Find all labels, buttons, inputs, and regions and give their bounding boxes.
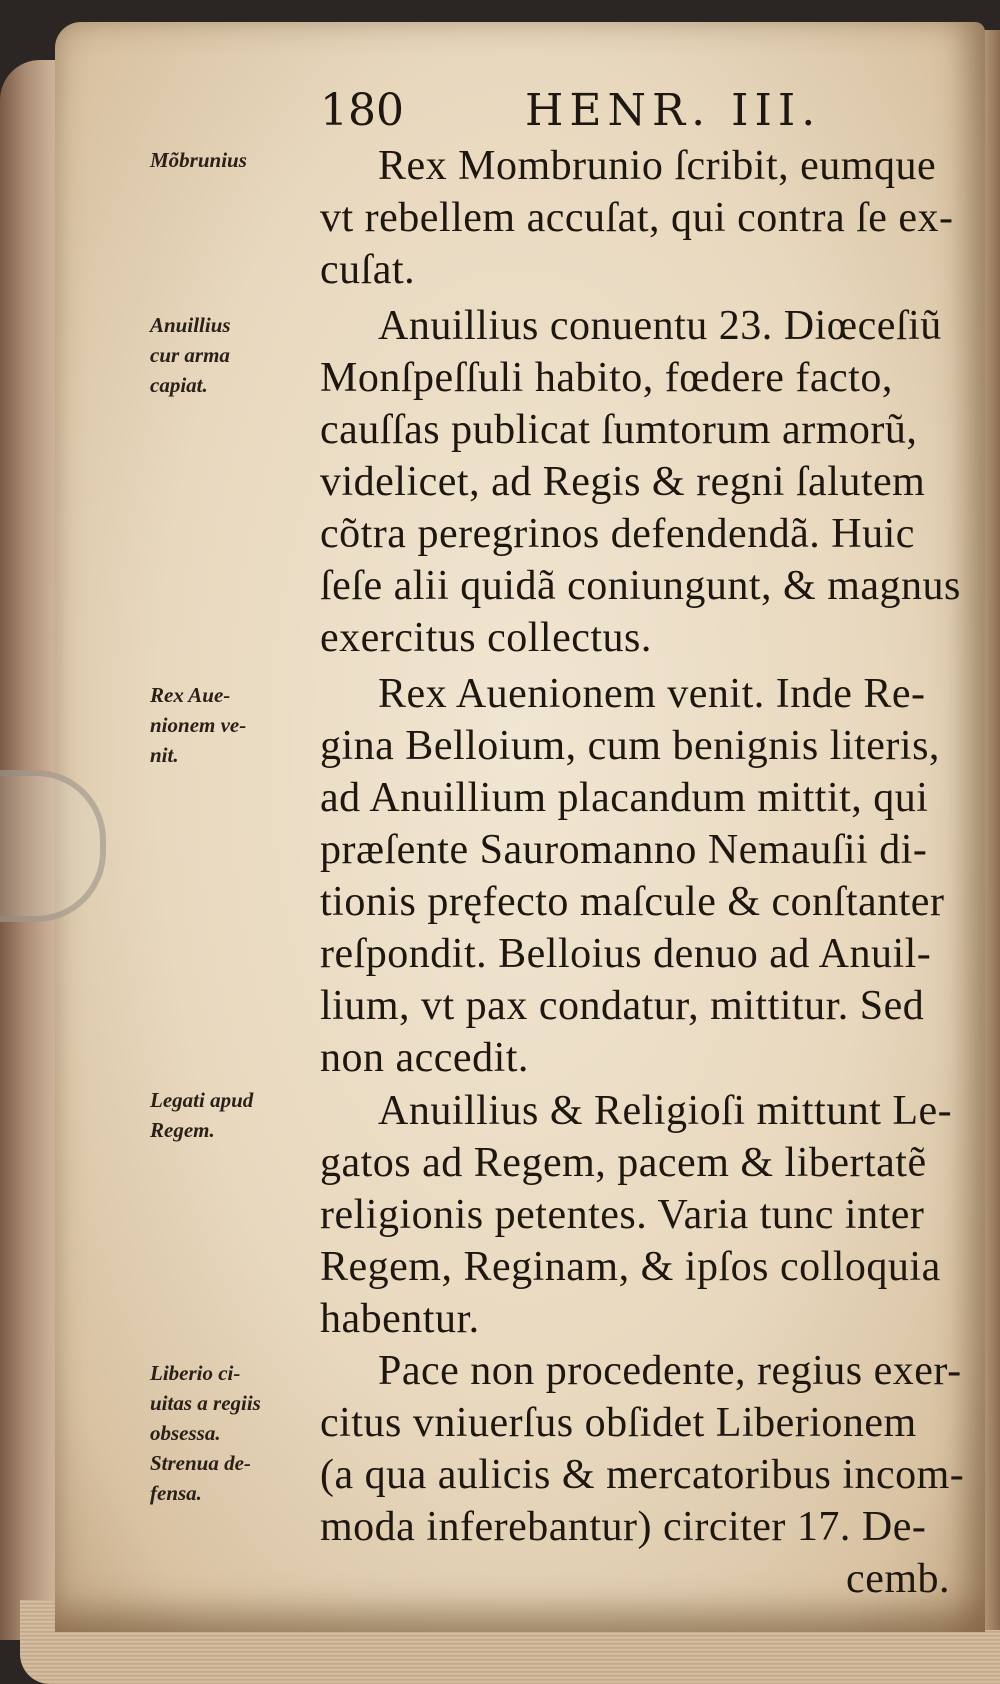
text-line: citus vniuerſus obſidet Liberionem (320, 1400, 917, 1446)
text-line: moda inferebantur) circiter 17. De- (320, 1504, 927, 1550)
margin-note: Rex Aue- nionem ve- nit. (150, 683, 247, 767)
text-line: cemb. (846, 1556, 950, 1602)
text-line: Pace non procedente, regius exer- (378, 1348, 962, 1394)
text-line: cauſſas publicat ſumtorum armorũ, (320, 407, 918, 453)
text-line: gina Belloium, cum benignis literis, (320, 723, 940, 769)
paragraph (320, 300, 990, 664)
text-line: (a qua aulicis & mercatoribus incom- (320, 1452, 965, 1498)
text-line: Regem, Reginam, & ipſos colloquia (320, 1244, 941, 1290)
margin-note: Anuillius cur arma capiat. (150, 313, 231, 397)
margin-note: Legati apud Regem. (150, 1088, 254, 1142)
text-line: Anuillius conuentu 23. Diœceſiũ (378, 303, 942, 349)
text-line: lium, vt pax condatur, mittitur. Sed (320, 983, 925, 1029)
text-line: gatos ad Regem, pacem & libertatẽ (320, 1140, 927, 1186)
paragraph (320, 668, 990, 1084)
text-line: ad Anuillium placandum mittit, qui (320, 775, 929, 821)
text-line: ſeſe alii quidã coniungunt, & magnus (320, 563, 961, 609)
text-line: non accedit. (320, 1035, 529, 1081)
text-line: vt rebellem accuſat, qui contra ſe ex- (320, 195, 954, 241)
text-line: cõtra peregrinos defendendã. Huic (320, 511, 915, 557)
paragraph (320, 140, 990, 296)
text-line: religionis petentes. Varia tunc inter (320, 1192, 925, 1238)
text-line: tionis pręfecto maſcule & conſtanter (320, 879, 945, 925)
text-line: præſente Sauromanno Nemauſii di- (320, 827, 928, 873)
paragraph (320, 1345, 990, 1605)
text-line: videlicet, ad Regis & regni ſalutem (320, 459, 926, 505)
text-line: habentur. (320, 1296, 480, 1342)
text-line: reſpondit. Belloius denuo ad Anuil- (320, 931, 932, 977)
running-title: HENR. III. (525, 85, 822, 136)
text-line: exercitus collectus. (320, 615, 652, 661)
paragraph (320, 1085, 990, 1345)
text-line: cuſat. (320, 247, 416, 293)
page-number: 180 (320, 85, 404, 136)
margin-note: Mõbrunius (150, 148, 247, 172)
text-line: Monſpeſſuli habito, fœdere facto, (320, 355, 893, 401)
text-line: Anuillius & Religioſi mittunt Le- (378, 1088, 953, 1134)
text-line: Rex Auenionem venit. Inde Re- (378, 671, 926, 717)
text-line: Rex Mombrunio ſcribit, eumque (378, 143, 937, 189)
margin-note: Liberio ci- uitas a regiis obsessa. Strenua de- fensa. (150, 1361, 261, 1505)
